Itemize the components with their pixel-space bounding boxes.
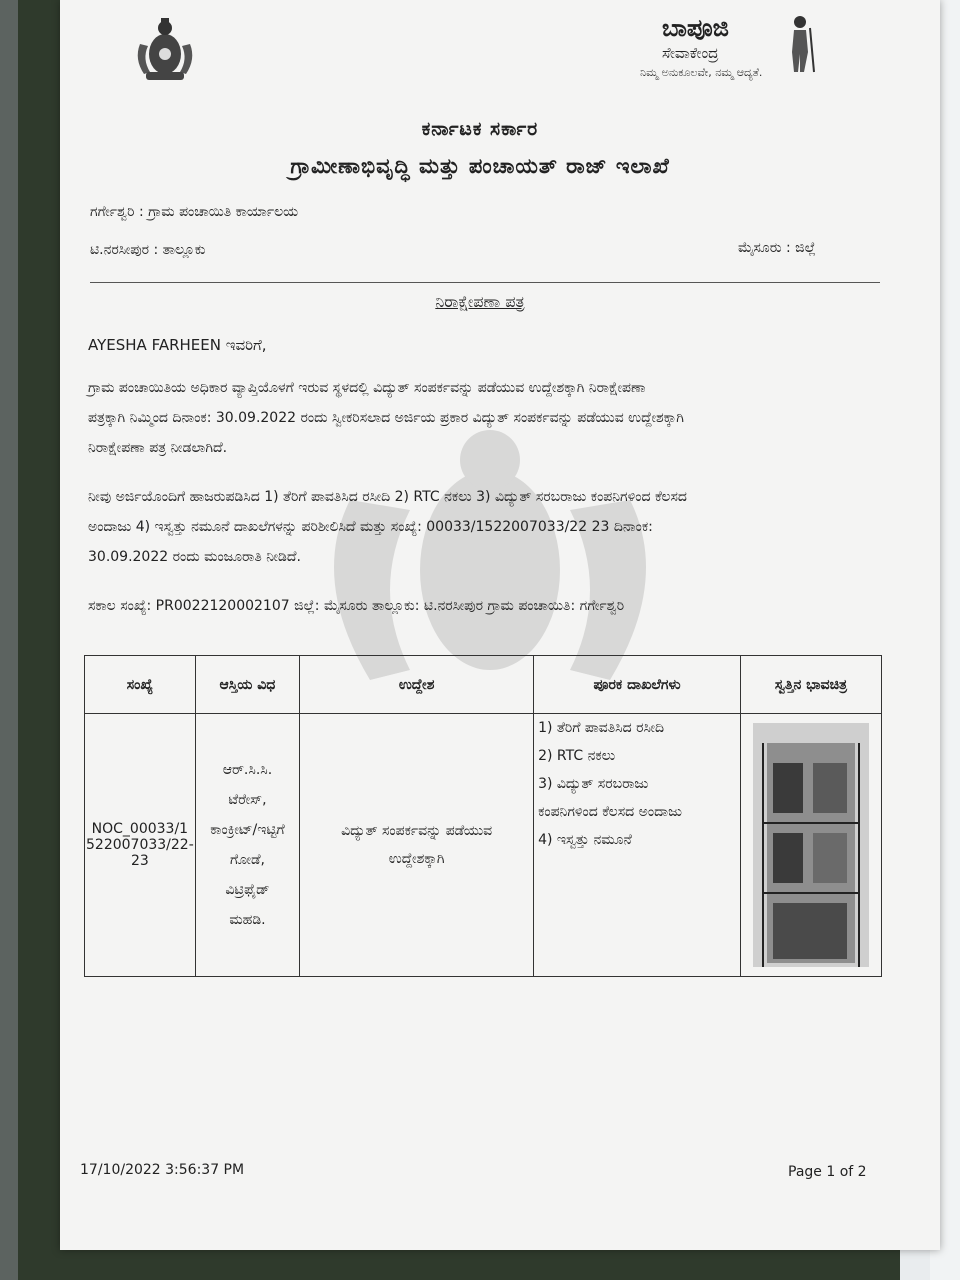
cell-type-line-3: ಕಾಂಕ್ರೀಟ್/ಇಟ್ಟಿಗೆ <box>210 822 285 838</box>
paragraph-2 <box>88 482 888 572</box>
paragraph-1-line-2: ಪತ್ರಕ್ಕಾಗಿ ನಿಮ್ಮಿಂದ ದಿನಾಂಕ: 30.09.2022 ರಂದು ಸ್ವೀಕರಿಸಲಾದ ಅರ್ಜಿಯ ಪ್ರಕಾರ ವಿದ್ಯುತ್ ಸಂಪರ್ಕವನ್ನು ಪಡೆಯುವ ಉದ್ದೇಶಕ್ಕಾಗಿ <box>88 410 684 426</box>
header-property-type: ಆಸ್ತಿಯ ವಿಧ <box>195 656 299 714</box>
paragraph-1-line-3: ನಿರಾಕ್ಷೇಪಣಾ ಪತ್ರ ನೀಡಲಾಗಿದೆ. <box>88 440 228 456</box>
cell-number <box>85 714 196 977</box>
cell-type-line-6: ಮಹಡಿ. <box>229 912 266 928</box>
state-emblem-icon <box>130 14 200 84</box>
header-purpose: ಉದ್ದೇಶ <box>300 656 534 714</box>
table-row <box>85 714 882 977</box>
cell-property-photo <box>740 714 881 977</box>
bapuji-seva-kendra-logo <box>640 14 830 84</box>
cell-type-line-4: ಗೋಡೆ, <box>229 852 265 868</box>
cell-type-line-2: ಟೆರೇಸ್, <box>228 792 267 808</box>
cell-type-line-1: ಆರ್.ಸಿ.ಸಿ. <box>222 762 273 778</box>
cell-type-line-5: ವಿಟ್ರಿಫೈಡ್ <box>225 882 270 898</box>
header-supporting-docs: ಪೂರಕ ದಾಖಲೆಗಳು <box>534 656 741 714</box>
logo-tagline: ನಿಮ್ಮ ಅನುಕೂಲವೇ, ನಮ್ಮ ಆದ್ಯತೆ. <box>640 66 763 79</box>
doc-item-3: 3) ವಿದ್ಯುತ್ ಸರಬರಾಜು <box>538 776 649 792</box>
header-divider <box>90 282 880 283</box>
cell-number-line-2: 522007033/22- <box>86 837 194 853</box>
doc-item-2: 2) RTC ನಕಲು <box>538 748 616 764</box>
header-property-photo: ಸ್ವತ್ತಿನ ಭಾವಚಿತ್ರ <box>740 656 881 714</box>
cell-purpose-line-2: ಉದ್ದೇಶಕ್ಕಾಗಿ <box>388 851 445 867</box>
district-line: ಮೈಸೂರು : ಜಿಲ್ಲೆ <box>738 240 816 256</box>
department-title: ಗ್ರಾಮೀಣಾಭಿವೃದ್ಧಿ ಮತ್ತು ಪಂಚಾಯತ್ ರಾಜ್ ಇಲಾಖೆ <box>290 154 670 178</box>
subject-text: ನಿರಾಕ್ಷೇಪಣಾ ಪತ್ರ <box>435 292 525 311</box>
header-number: ಸಂಖ್ಯೆ <box>85 656 196 714</box>
paragraph-1-line-1: ಗ್ರಾಮ ಪಂಚಾಯಿತಿಯ ಅಧಿಕಾರ ವ್ಯಾಪ್ತಿಯೊಳಗೆ ಇರುವ ಸ್ಥಳದಲ್ಲಿ ವಿದ್ಯುತ್ ಸಂಪರ್ಕವನ್ನು ಪಡೆಯುವ ಉದ್ದೇಶಕ್ಕಾಗಿ ನಿರಾಕ್ಷೇಪಣಾ <box>88 380 646 396</box>
logo-line-2: ಸೇವಾಕೇಂದ್ರ <box>662 44 719 62</box>
table-header-row <box>85 656 882 714</box>
paragraph-2-line-1: ನೀವು ಅರ್ಜಿಯೊಂದಿಗೆ ಹಾಜರುಪಡಿಸಿದ 1) ತೆರಿಗೆ ಪಾವತಿಸಿದ ರಸೀದಿ 2) RTC ನಕಲು 3) ವಿದ್ಯುತ್ ಸರಬರಾಜು ಕಂಪನಿಗಳಿಂದ ಕೆಲಸದ <box>88 489 687 505</box>
paragraph-2-line-2: ಅಂದಾಜು 4) ಇಸ್ವತ್ತು ನಮೂನೆ ದಾಖಲೆಗಳನ್ನು ಪರಿಶೀಲಿಸಿದೆ ಮತ್ತು ಸಂಖ್ಯೆ: 00033/1522007033/22 23 ದಿನಾಂಕ: <box>88 519 653 535</box>
sakala-line: ಸಕಾಲ ಸಂಖ್ಯೆ: PR0022120002107 ಜಿಲ್ಲೆ: ಮೈಸೂರು ತಾಲ್ಲೂಕು: ಟಿ.ನರಸೀಪುರ ಗ್ರಾಮ ಪಂಚಾಯಿತಿ: ಗರ್ಗೇಶ್ವರಿ <box>88 598 625 614</box>
paragraph-1 <box>88 373 888 463</box>
gandhi-figure-icon <box>780 14 820 74</box>
taluk-line: ಟಿ.ನರಸೀಪುರ : ತಾಲ್ಲೂಕು <box>90 242 206 258</box>
footer-page-number: Page 1 of 2 <box>788 1164 867 1180</box>
cell-number-line-3: 23 <box>130 853 149 869</box>
government-title: ಕರ್ನಾಟಕ ಸರ್ಕಾರ <box>421 118 539 140</box>
logo-line-1: ಬಾಪೂಜಿ <box>662 14 729 42</box>
property-photo <box>753 723 869 967</box>
doc-item-1: 1) ತೆರಿಗೆ ಪಾವತಿಸಿದ ರಸೀದಿ <box>538 720 665 736</box>
background-left <box>0 0 18 1280</box>
footer-timestamp: 17/10/2022 3:56:37 PM <box>80 1162 245 1178</box>
doc-item-4: 4) ಇಸ್ವತ್ತು ನಮೂನೆ <box>538 832 632 848</box>
addressee: AYESHA FARHEEN ಇವರಿಗೆ, <box>88 336 267 354</box>
office-line: ಗರ್ಗೇಶ್ವರಿ : ಗ್ರಾಮ ಪಂಚಾಯಿತಿ ಕಾರ್ಯಾಲಯ <box>90 204 299 220</box>
cell-supporting-docs <box>534 714 741 977</box>
noc-details-table <box>84 655 882 977</box>
paragraph-2-line-3: 30.09.2022 ರಂದು ಮಂಜೂರಾತಿ ನೀಡಿದೆ. <box>88 549 301 565</box>
building-photo-icon <box>753 723 869 967</box>
cell-number-line-1: NOC_00033/1 <box>91 821 189 837</box>
cell-purpose <box>300 714 534 977</box>
document-subject <box>0 292 960 312</box>
cell-purpose-line-1: ವಿದ್ಯುತ್ ಸಂಪರ್ಕವನ್ನು ಪಡೆಯುವ <box>341 823 493 839</box>
cell-property-type <box>195 714 299 977</box>
doc-item-3-cont: ಕಂಪನಿಗಳಿಂದ ಕೆಲಸದ ಅಂದಾಜು <box>538 804 682 820</box>
